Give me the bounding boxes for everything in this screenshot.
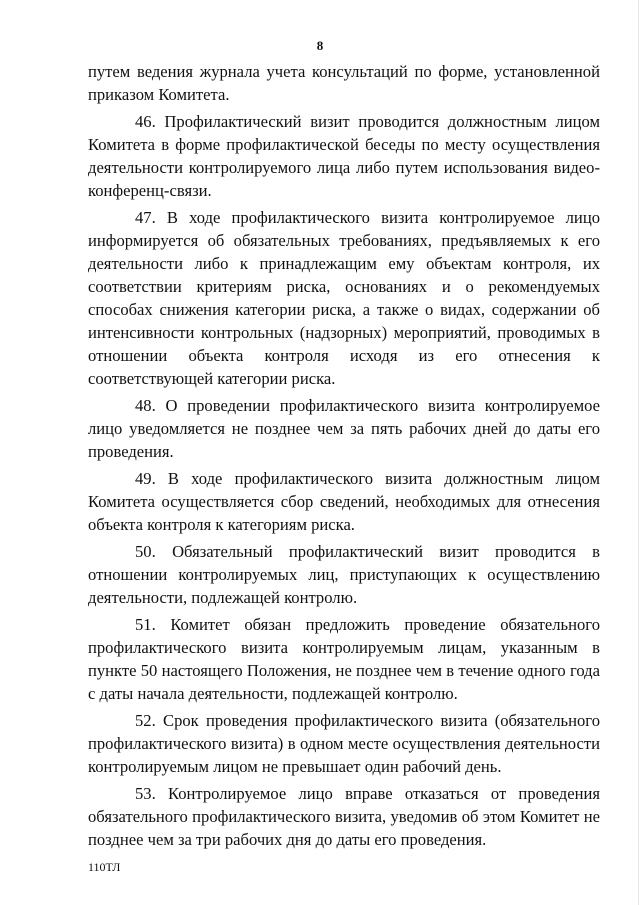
paragraph-51: 51. Комитет обязан предложить проведение обязательного профилактического визита контролируемым лицам, указанным в пункте 50 настоящего Положения, не позднее чем в течение одного года с даты начала деятельности, подлежащей контролю. (88, 615, 600, 703)
paragraph-50: 50. Обязательный профилактический визит проводится в отношении контролируемых лиц, приступающих к осуществлению деятельности, подлежащей контролю. (88, 542, 600, 607)
paragraph-continuation: путем ведения журнала учета консультаций по форме, установленной приказом Комитета. (88, 62, 600, 104)
paragraph-48: 48. О проведении профилактического визита контролируемое лицо уведомляется не позднее чем за пять рабочих дней до даты его проведения. (88, 396, 600, 461)
page-number: 8 (316, 38, 324, 53)
scan-edge-divider (638, 0, 639, 905)
footer-code: 110ТЛ (88, 860, 121, 874)
document-body (88, 60, 600, 851)
paragraph-46: 46. Профилактический визит проводится должностным лицом Комитета в форме профилактической беседы по месту осуществления деятельности контролируемого лица либо путем использования видео-конференц-связи. (88, 112, 600, 200)
paragraph-49: 49. В ходе профилактического визита должностным лицом Комитета осуществляется сбор сведений, необходимых для отнесения объекта контроля к категориям риска. (88, 469, 600, 534)
paragraph-53: 53. Контролируемое лицо вправе отказаться от проведения обязательного профилактического визита, уведомив об этом Комитет не позднее чем за три рабочих дня до даты его проведения. (88, 784, 600, 849)
paragraph-52: 52. Срок проведения профилактического визита (обязательного профилактического визита) в одном месте осуществления деятельности контролируемым лицом не превышает один рабочий день. (88, 711, 600, 776)
paragraph-47: 47. В ходе профилактического визита контролируемое лицо информируется об обязательных требованиях, предъявляемых к его деятельности либо к принадлежащим ему объектам контроля, их соответствии критериям риска, основаниях и о рекомендуемых способах снижения категории риска, а также о видах, содержании об интенсивности контрольных (надзорных) мероприятий, проводимых в отношении объекта контроля исходя из его отнесения к соответствующей категории риска. (88, 208, 600, 388)
